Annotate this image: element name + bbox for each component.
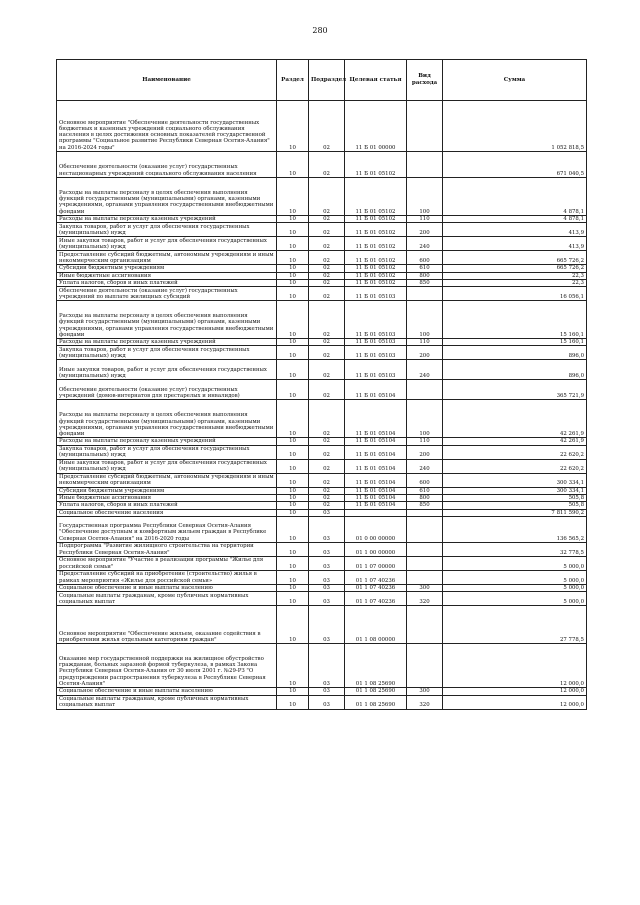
table-row	[57, 556, 587, 570]
row-name-cell: Иные бюджетные ассигнования	[57, 272, 277, 279]
row-section-cell: 10	[277, 400, 309, 438]
row-amount-cell: 671 040,5	[443, 152, 587, 178]
row-amount-cell: 42 261,9	[443, 438, 587, 445]
row-subsection-cell: 03	[309, 584, 345, 591]
row-section-cell: 10	[277, 487, 309, 494]
row-subsection-cell: 03	[309, 606, 345, 644]
table-row	[57, 516, 587, 542]
row-expense-type-cell	[407, 542, 443, 556]
row-subsection-cell: 03	[309, 556, 345, 570]
row-article-cell: 11 Б 01 05102	[345, 251, 407, 265]
row-amount-cell: 4 878,1	[443, 178, 587, 216]
table-row	[57, 487, 587, 494]
row-section-cell: 10	[277, 237, 309, 251]
row-expense-type-cell: 850	[407, 279, 443, 286]
row-amount-cell: 22,3	[443, 279, 587, 286]
row-article-cell: 11 Б 01 05102	[345, 237, 407, 251]
table-row	[57, 400, 587, 438]
row-subsection-cell: 02	[309, 101, 345, 152]
row-expense-type-cell	[407, 509, 443, 516]
row-amount-cell: 136 565,2	[443, 516, 587, 542]
table-row	[57, 339, 587, 346]
row-expense-type-cell	[407, 644, 443, 688]
row-article-cell	[345, 509, 407, 516]
row-article-cell: 11 Б 01 05104	[345, 459, 407, 473]
row-article-cell: 11 Б 01 00000	[345, 101, 407, 152]
row-section-cell: 10	[277, 272, 309, 279]
row-amount-cell: 5 000,0	[443, 556, 587, 570]
row-expense-type-cell	[407, 516, 443, 542]
row-expense-type-cell: 240	[407, 237, 443, 251]
table-row	[57, 265, 587, 272]
row-section-cell: 10	[277, 339, 309, 346]
row-section-cell: 10	[277, 223, 309, 237]
row-section-cell: 10	[277, 279, 309, 286]
row-amount-cell: 5 000,0	[443, 592, 587, 606]
row-section-cell: 10	[277, 216, 309, 223]
row-subsection-cell: 02	[309, 279, 345, 286]
row-expense-type-cell: 240	[407, 459, 443, 473]
row-expense-type-cell	[407, 570, 443, 584]
row-subsection-cell: 02	[309, 216, 345, 223]
header-target-article: Целевая статья	[345, 60, 407, 101]
row-subsection-cell: 02	[309, 360, 345, 380]
row-section-cell: 10	[277, 473, 309, 487]
row-article-cell: 11 Б 01 05104	[345, 438, 407, 445]
row-article-cell: 11 Б 01 05102	[345, 216, 407, 223]
table-row	[57, 445, 587, 459]
row-amount-cell: 22,3	[443, 272, 587, 279]
row-article-cell: 11 Б 01 05103	[345, 301, 407, 339]
row-name-cell: Предоставление субсидий бюджетным, автономным учреждениям и иным некоммерческим организациям	[57, 251, 277, 265]
row-name-cell: Расходы на выплаты персоналу казенных учреждений	[57, 438, 277, 445]
budget-table	[56, 59, 587, 710]
row-article-cell: 01 1 08 00000	[345, 606, 407, 644]
row-section-cell: 10	[277, 445, 309, 459]
row-section-cell: 10	[277, 251, 309, 265]
row-section-cell: 10	[277, 695, 309, 709]
table-row	[57, 502, 587, 509]
row-amount-cell: 12 000,0	[443, 688, 587, 695]
row-subsection-cell: 02	[309, 301, 345, 339]
row-amount-cell: 5 000,0	[443, 584, 587, 591]
row-amount-cell: 365 721,9	[443, 380, 587, 400]
row-amount-cell: 32 778,5	[443, 542, 587, 556]
table-row	[57, 570, 587, 584]
row-section-cell: 10	[277, 502, 309, 509]
row-amount-cell: 12 000,0	[443, 695, 587, 709]
row-expense-type-cell	[407, 380, 443, 400]
table-row	[57, 438, 587, 445]
row-article-cell: 01 0 00 00000	[345, 516, 407, 542]
row-subsection-cell: 02	[309, 265, 345, 272]
table-row	[57, 592, 587, 606]
row-subsection-cell: 02	[309, 223, 345, 237]
row-name-cell: Обеспечение деятельности (оказание услуг) государственных учреждений (домов-интернатов для престарелых и инвалидов)	[57, 380, 277, 400]
row-subsection-cell: 03	[309, 688, 345, 695]
table-row	[57, 272, 587, 279]
row-article-cell: 11 Б 01 05103	[345, 339, 407, 346]
row-article-cell: 01 1 00 00000	[345, 542, 407, 556]
row-name-cell: Уплата налогов, сборов и иных платежей	[57, 502, 277, 509]
row-section-cell: 10	[277, 360, 309, 380]
row-section-cell: 10	[277, 606, 309, 644]
table-row	[57, 495, 587, 502]
row-expense-type-cell: 110	[407, 339, 443, 346]
row-section-cell: 10	[277, 301, 309, 339]
row-name-cell: Расходы на выплаты персоналу в целях обеспечения выполнения функций государственными (муниципальными) органами, казенными учреждениями, органами управления государственными внебюджетными фондами	[57, 178, 277, 216]
row-name-cell: Уплата налогов, сборов и иных платежей	[57, 279, 277, 286]
row-name-cell: Предоставление субсидий бюджетным, автономным учреждениям и иным некоммерческим организациям	[57, 473, 277, 487]
row-amount-cell: 665 726,2	[443, 251, 587, 265]
row-subsection-cell: 02	[309, 380, 345, 400]
row-subsection-cell: 02	[309, 237, 345, 251]
row-expense-type-cell	[407, 101, 443, 152]
row-article-cell: 01 1 08 25690	[345, 644, 407, 688]
row-name-cell: Основное мероприятие "Обеспечение жильем, оказание содействия в приобретении жилья отдельным категориям граждан"	[57, 606, 277, 644]
row-subsection-cell: 03	[309, 570, 345, 584]
row-expense-type-cell: 300	[407, 688, 443, 695]
row-expense-type-cell: 850	[407, 502, 443, 509]
header-section: Раздел	[277, 60, 309, 101]
row-amount-cell: 665 726,2	[443, 265, 587, 272]
row-article-cell: 11 Б 01 05104	[345, 473, 407, 487]
table-header-row	[57, 60, 587, 101]
row-article-cell: 11 Б 01 05104	[345, 487, 407, 494]
table-row	[57, 346, 587, 360]
row-subsection-cell: 02	[309, 473, 345, 487]
row-subsection-cell: 02	[309, 339, 345, 346]
table-row	[57, 360, 587, 380]
row-name-cell: Расходы на выплаты персоналу в целях обеспечения выполнения функций государственными (муниципальными) органами, казенными учреждениями, органами управления государственными внебюджетными фондами	[57, 400, 277, 438]
row-name-cell: Обеспечение деятельности (оказание услуг) государственных нестационарных учреждений социального обслуживания населения	[57, 152, 277, 178]
row-amount-cell: 15 160,1	[443, 301, 587, 339]
row-article-cell: 11 Б 01 05104	[345, 445, 407, 459]
table-row	[57, 237, 587, 251]
row-section-cell: 10	[277, 644, 309, 688]
row-amount-cell: 22 620,2	[443, 445, 587, 459]
row-article-cell: 11 Б 01 05102	[345, 265, 407, 272]
row-article-cell: 01 1 08 25690	[345, 695, 407, 709]
row-section-cell: 10	[277, 265, 309, 272]
row-section-cell: 10	[277, 438, 309, 445]
row-subsection-cell: 03	[309, 542, 345, 556]
row-article-cell: 01 1 07 40236	[345, 584, 407, 591]
row-article-cell: 11 Б 01 05102	[345, 152, 407, 178]
row-subsection-cell: 02	[309, 178, 345, 216]
row-amount-cell: 4 878,1	[443, 216, 587, 223]
row-subsection-cell: 03	[309, 509, 345, 516]
row-expense-type-cell: 320	[407, 592, 443, 606]
row-subsection-cell: 03	[309, 516, 345, 542]
row-amount-cell: 505,8	[443, 502, 587, 509]
row-expense-type-cell: 110	[407, 216, 443, 223]
row-article-cell: 11 Б 01 05104	[345, 400, 407, 438]
row-section-cell: 10	[277, 178, 309, 216]
row-section-cell: 10	[277, 287, 309, 301]
row-expense-type-cell: 600	[407, 473, 443, 487]
row-subsection-cell: 03	[309, 644, 345, 688]
row-article-cell: 01 1 07 00000	[345, 556, 407, 570]
row-name-cell: Оказание мер государственной поддержки на жилищное обустройство гражданам, больных заразной формой туберкулеза, в рамках Закона Республики Северная Осетия-Алания от 30 июля 2001 г. №29-РЗ "О предупреждении распространения туберкулеза в Республике Северная Осетия-Алания"	[57, 644, 277, 688]
row-expense-type-cell: 200	[407, 346, 443, 360]
row-amount-cell: 42 261,9	[443, 400, 587, 438]
row-article-cell: 01 1 08 25690	[345, 688, 407, 695]
table-row	[57, 287, 587, 301]
row-name-cell: Субсидии бюджетным учреждениям	[57, 487, 277, 494]
table-row	[57, 101, 587, 152]
row-amount-cell: 300 334,1	[443, 473, 587, 487]
row-section-cell: 10	[277, 495, 309, 502]
row-section-cell: 10	[277, 556, 309, 570]
row-name-cell: Социальные выплаты гражданам, кроме публичных нормативных социальных выплат	[57, 695, 277, 709]
row-name-cell: Расходы на выплаты персоналу казенных учреждений	[57, 339, 277, 346]
row-name-cell: Иные закупки товаров, работ и услуг для обеспечения государственных (муниципальных) нужд	[57, 237, 277, 251]
row-expense-type-cell: 300	[407, 584, 443, 591]
table-row	[57, 279, 587, 286]
row-expense-type-cell: 320	[407, 695, 443, 709]
row-name-cell: Обеспечение деятельности (оказание услуг) государственных учреждений по выплате жилищных субсидий	[57, 287, 277, 301]
row-amount-cell: 1 052 818,5	[443, 101, 587, 152]
row-subsection-cell: 03	[309, 695, 345, 709]
row-section-cell: 10	[277, 509, 309, 516]
row-name-cell: Закупка товаров, работ и услуг для обеспечения государственных (муниципальных) нужд	[57, 445, 277, 459]
row-name-cell: Государственная программа Республики Северная Осетия-Алания "Обеспечение доступным и комфортным жильем граждан в Республике Северная Осетия-Алания" на 2016-2020 годы	[57, 516, 277, 542]
row-section-cell: 10	[277, 380, 309, 400]
row-amount-cell: 12 000,0	[443, 644, 587, 688]
row-article-cell: 01 1 07 40236	[345, 592, 407, 606]
row-section-cell: 10	[277, 152, 309, 178]
header-amount: Сумма	[443, 60, 587, 101]
row-expense-type-cell: 610	[407, 487, 443, 494]
row-amount-cell: 15 160,1	[443, 339, 587, 346]
row-subsection-cell: 02	[309, 152, 345, 178]
row-section-cell: 10	[277, 570, 309, 584]
row-section-cell: 10	[277, 542, 309, 556]
row-name-cell: Расходы на выплаты персоналу в целях обеспечения выполнения функций государственными (муниципальными) органами, казенными учреждениями, органами управления государственными внебюджетными фондами	[57, 301, 277, 339]
row-amount-cell: 413,9	[443, 237, 587, 251]
row-name-cell: Субсидии бюджетным учреждениям	[57, 265, 277, 272]
table-row	[57, 216, 587, 223]
row-amount-cell: 505,8	[443, 495, 587, 502]
row-subsection-cell: 02	[309, 287, 345, 301]
header-name: Наименование	[57, 60, 277, 101]
row-section-cell: 10	[277, 584, 309, 591]
row-subsection-cell: 03	[309, 592, 345, 606]
row-name-cell: Социальное обеспечение и иные выплаты населению	[57, 688, 277, 695]
table-row	[57, 301, 587, 339]
row-expense-type-cell: 100	[407, 400, 443, 438]
row-article-cell: 11 Б 01 05102	[345, 178, 407, 216]
row-section-cell: 10	[277, 101, 309, 152]
table-row	[57, 509, 587, 516]
row-section-cell: 10	[277, 688, 309, 695]
row-article-cell: 11 Б 01 05102	[345, 279, 407, 286]
row-name-cell: Основное мероприятие "Обеспечение деятельности государственных бюджетных и казенных учреждений социального обслуживания населения в целях достижения основных показателей государственной программы "Социальное развитие Республики Северная Осетия-Алания" на 2016-2024 годы"	[57, 101, 277, 152]
table-row	[57, 380, 587, 400]
row-name-cell: Закупка товаров, работ и услуг для обеспечения государственных (муниципальных) нужд	[57, 346, 277, 360]
table-row	[57, 178, 587, 216]
row-name-cell: Иные бюджетные ассигнования	[57, 495, 277, 502]
table-row	[57, 473, 587, 487]
row-expense-type-cell: 600	[407, 251, 443, 265]
row-amount-cell: 413,9	[443, 223, 587, 237]
row-subsection-cell: 02	[309, 272, 345, 279]
row-expense-type-cell	[407, 287, 443, 301]
table-row	[57, 688, 587, 695]
row-name-cell: Социальное обеспечение и иные выплаты населению	[57, 584, 277, 591]
table-row	[57, 606, 587, 644]
row-article-cell: 11 Б 01 05102	[345, 272, 407, 279]
row-subsection-cell: 02	[309, 495, 345, 502]
row-expense-type-cell	[407, 556, 443, 570]
row-expense-type-cell: 100	[407, 301, 443, 339]
row-article-cell: 11 Б 01 05103	[345, 346, 407, 360]
row-subsection-cell: 02	[309, 400, 345, 438]
row-name-cell: Иные закупки товаров, работ и услуг для обеспечения государственных (муниципальных) нужд	[57, 459, 277, 473]
table-row	[57, 152, 587, 178]
row-name-cell: Расходы на выплаты персоналу казенных учреждений	[57, 216, 277, 223]
header-expense-type: Вид расхода	[407, 60, 443, 101]
row-amount-cell: 16 056,1	[443, 287, 587, 301]
row-subsection-cell: 02	[309, 346, 345, 360]
row-section-cell: 10	[277, 346, 309, 360]
row-amount-cell: 27 778,5	[443, 606, 587, 644]
header-subsection: Подраздел	[309, 60, 345, 101]
row-amount-cell: 22 620,2	[443, 459, 587, 473]
row-amount-cell: 896,0	[443, 360, 587, 380]
table-row	[57, 459, 587, 473]
row-article-cell: 11 Б 01 05102	[345, 223, 407, 237]
row-expense-type-cell: 610	[407, 265, 443, 272]
row-expense-type-cell: 800	[407, 272, 443, 279]
row-expense-type-cell	[407, 152, 443, 178]
row-article-cell: 01 1 07 40236	[345, 570, 407, 584]
row-expense-type-cell: 110	[407, 438, 443, 445]
page-number: 280	[312, 26, 328, 35]
table-row	[57, 695, 587, 709]
row-name-cell: Основное мероприятие "Участие в реализации программы "Жилье для российской семьи"	[57, 556, 277, 570]
row-expense-type-cell: 240	[407, 360, 443, 380]
table-body	[57, 101, 587, 710]
row-subsection-cell: 02	[309, 251, 345, 265]
row-subsection-cell: 02	[309, 487, 345, 494]
table-row	[57, 584, 587, 591]
row-article-cell: 11 Б 01 05104	[345, 502, 407, 509]
row-subsection-cell: 02	[309, 445, 345, 459]
row-amount-cell: 5 000,0	[443, 570, 587, 584]
row-name-cell: Закупка товаров, работ и услуг для обеспечения государственных (муниципальных) нужд	[57, 223, 277, 237]
row-name-cell: Социальные выплаты гражданам, кроме публичных нормативных социальных выплат	[57, 592, 277, 606]
row-section-cell: 10	[277, 592, 309, 606]
row-name-cell: Подпрограмма "Развитие жилищного строительства на территории Республики Северная Осетия-Алания"	[57, 542, 277, 556]
row-expense-type-cell: 200	[407, 223, 443, 237]
table-row	[57, 644, 587, 688]
row-expense-type-cell: 100	[407, 178, 443, 216]
row-expense-type-cell	[407, 606, 443, 644]
row-article-cell: 11 Б 01 05103	[345, 360, 407, 380]
row-article-cell: 11 Б 01 05104	[345, 495, 407, 502]
row-amount-cell: 7 811 590,2	[443, 509, 587, 516]
row-name-cell: Социальное обеспечение населения	[57, 509, 277, 516]
row-amount-cell: 896,0	[443, 346, 587, 360]
row-amount-cell: 300 334,1	[443, 487, 587, 494]
row-expense-type-cell: 800	[407, 495, 443, 502]
row-subsection-cell: 02	[309, 438, 345, 445]
row-name-cell: Иные закупки товаров, работ и услуг для обеспечения государственных (муниципальных) нужд	[57, 360, 277, 380]
row-expense-type-cell: 200	[407, 445, 443, 459]
row-name-cell: Предоставление субсидий на приобретение (строительство) жилья в рамках мероприятия «Жилье для российской семьи»	[57, 570, 277, 584]
row-subsection-cell: 02	[309, 459, 345, 473]
row-article-cell: 11 Б 01 05103	[345, 287, 407, 301]
row-section-cell: 10	[277, 516, 309, 542]
row-subsection-cell: 02	[309, 502, 345, 509]
table-row	[57, 251, 587, 265]
table-row	[57, 542, 587, 556]
table-row	[57, 223, 587, 237]
row-article-cell: 11 Б 01 05104	[345, 380, 407, 400]
row-section-cell: 10	[277, 459, 309, 473]
